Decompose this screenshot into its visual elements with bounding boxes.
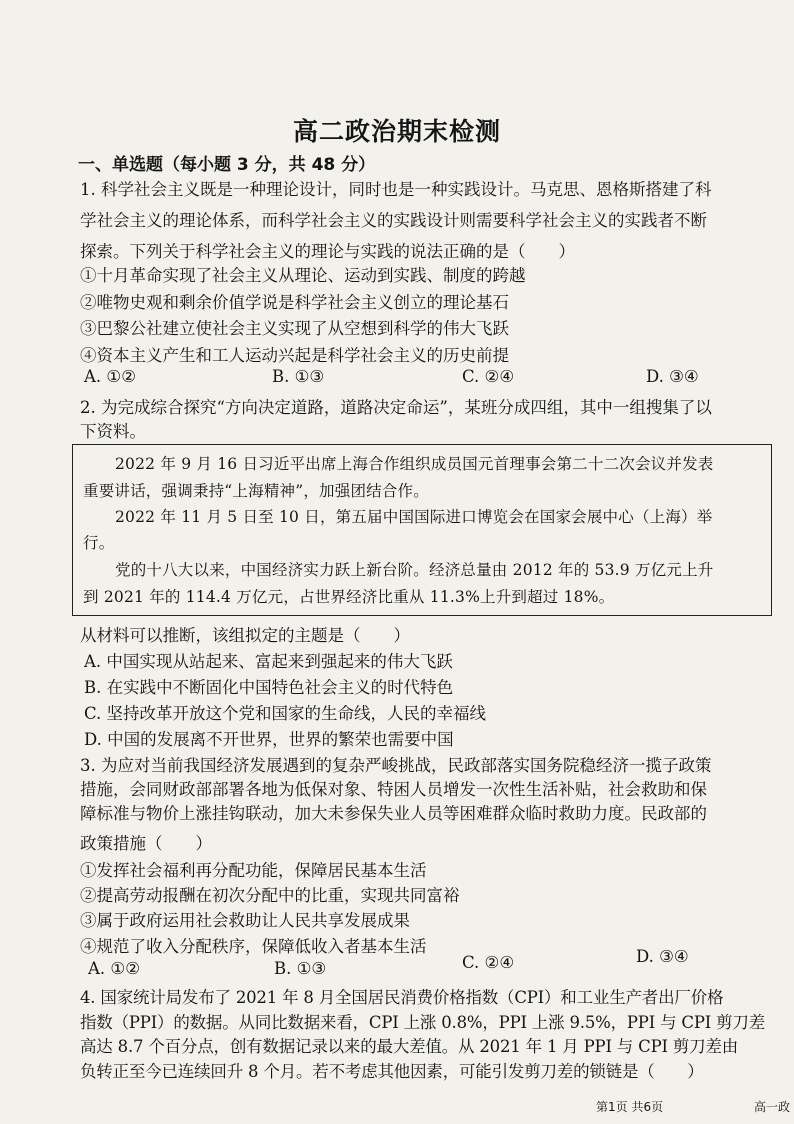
q1-item: ①十月革命实现了社会主义从理论、运动到实践、制度的跨越 xyxy=(80,266,526,285)
material-line: 2022 年 9 月 16 日习近平出席上海合作组织成员国元首理事会第二十二次会议并发表 xyxy=(115,455,714,473)
q3-option-a: A. ①② xyxy=(88,959,140,978)
q3-option-d: D. ③④ xyxy=(636,947,689,966)
q2-option-d: D. 中国的发展离不开世界，世界的繁荣也需要中国 xyxy=(84,730,454,749)
q2-option-b: B. 在实践中不断固化中国特色社会主义的时代特色 xyxy=(84,678,454,697)
q1-stem-line: 1. 科学社会主义既是一种理论设计，同时也是一种实践设计。马克思、恩格斯搭建了科 xyxy=(80,180,712,199)
q1-stem-line: 探索。下列关于科学社会主义的理论与实践的说法正确的是（ ） xyxy=(80,242,575,261)
q1-option-a: A. ①② xyxy=(84,367,136,386)
q1-item: ④资本主义产生和工人运动兴起是科学社会主义的历史前提 xyxy=(80,346,509,365)
material-line: 2022 年 11 月 5 日至 10 日，第五届中国国际进口博览会在国家会展中心（上海）举 xyxy=(115,508,713,526)
page-number: 第1页 共6页 xyxy=(596,1100,664,1114)
q1-option-c: C. ②④ xyxy=(462,367,515,386)
page-title: 高二政治期末检测 xyxy=(292,117,501,146)
material-line: 重要讲话，强调秉持“上海精神”，加强团结合作。 xyxy=(83,482,429,500)
q1-stem-line: 学社会主义的理论体系，而科学社会主义的实践设计则需要科学社会主义的实践者不断 xyxy=(80,211,707,230)
q4-stem-line: 高达 8.7 个百分点，创有数据记录以来的最大差值。从 2021 年 1 月 PPI 与 CPI 剪刀差由 xyxy=(80,1037,739,1056)
q3-stem-line: 措施，会同财政部部署各地为低保对象、特困人员增发一次性生活补贴，社会救助和保 xyxy=(80,780,707,799)
q3-item: ③属于政府运用社会救助让人民共享发展成果 xyxy=(80,911,410,930)
material-line: 到 2021 年的 114.4 万亿元，占世界经济比重从 11.3%上升到超过 18%。 xyxy=(83,588,615,606)
q2-option-a: A. 中国实现从站起来、富起来到强起来的伟大飞跃 xyxy=(84,652,453,671)
q3-item: ①发挥社会福利再分配功能，保障居民基本生活 xyxy=(80,861,427,880)
q3-stem-line: 障标准与物价上涨挂钩联动，加大未参保失业人员等困难群众临时救助力度。民政部的 xyxy=(80,804,707,823)
q1-option-d: D. ③④ xyxy=(646,367,699,386)
q4-stem-line: 负转正至今已连续回升 8 个月。若不考虑其他因素，可能引发剪刀差的锁链是（ ） xyxy=(80,1062,704,1081)
q1-option-b: B. ①③ xyxy=(272,367,325,386)
q1-item: ②唯物史观和剩余价值学说是科学社会主义创立的理论基石 xyxy=(80,293,509,312)
q1-item: ③巴黎公社建立使社会主义实现了从空想到科学的伟大飞跃 xyxy=(80,319,509,338)
q3-stem-line: 3. 为应对当前我国经济发展遇到的复杂严峻挑战，民政部落实国务院稳经济一揽子政策 xyxy=(80,756,712,775)
q3-option-c: C. ②④ xyxy=(462,953,515,972)
q3-option-b: B. ①③ xyxy=(274,959,327,978)
q2-stem-line: 下资料。 xyxy=(80,422,146,441)
section-heading: 一、单选题（每小题 3 分，共 48 分） xyxy=(78,155,376,175)
material-line: 党的十八大以来，中国经济实力跃上新台阶。经济总量由 2012 年的 53.9 万亿元上升 xyxy=(115,561,714,579)
q3-item: ②提高劳动报酬在初次分配中的比重，实现共同富裕 xyxy=(80,886,460,905)
q2-option-c: C. 坚持改革开放这个党和国家的生命线，人民的幸福线 xyxy=(84,704,487,723)
q4-stem-line: 指数（PPI）的数据。从同比数据来看，CPI 上涨 0.8%，PPI 上涨 9.5%，PPI 与 CPI 剪刀差 xyxy=(80,1013,766,1032)
q4-stem-line: 4. 国家统计局发布了 2021 年 8 月全国居民消费价格指数（CPI）和工业生产者出厂价格 xyxy=(80,988,724,1007)
q3-item: ④规范了收入分配秩序，保障低收入者基本生活 xyxy=(80,937,427,956)
q3-stem-line: 政策措施（ ） xyxy=(80,834,212,853)
material-line: 行。 xyxy=(83,534,115,552)
q2-stem-line: 2. 为完成综合探究“方向决定道路，道路决定命运”，某班分成四组，其中一组搜集了以 xyxy=(80,398,712,417)
footer-right-text: 高一政 xyxy=(754,1100,791,1114)
material-box xyxy=(72,444,772,616)
q2-question: 从材料可以推断，该组拟定的主题是（ ） xyxy=(80,626,410,645)
